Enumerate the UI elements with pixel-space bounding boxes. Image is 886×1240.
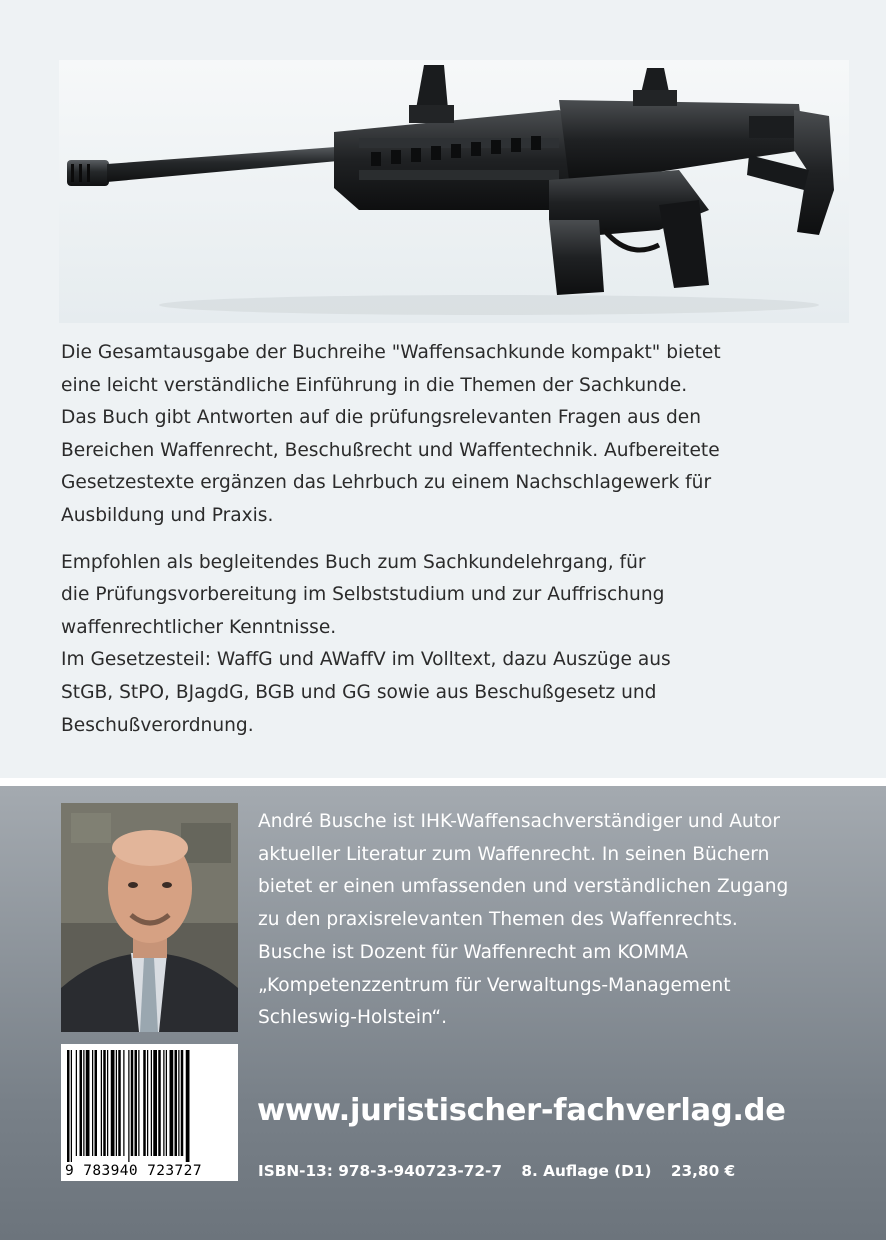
text-line: die Prüfungsvorbereitung im Selbststudium und zur Auffrischung — [61, 584, 665, 606]
text-line: Empfohlen als begleitendes Buch zum Sachkundelehrgang, für — [61, 551, 646, 573]
text-line: Das Buch gibt Antworten auf die prüfungsrelevanten Fragen aus den — [61, 407, 701, 429]
barcode-bar — [83, 1050, 84, 1156]
barcode-bar — [92, 1050, 93, 1156]
isbn-number: ISBN-13: 978-3-940723-72-7 — [258, 1162, 503, 1180]
author-portrait — [61, 803, 238, 1032]
barcode-bar — [181, 1050, 184, 1156]
barcode-digits: 9 783940 723727 — [65, 1163, 202, 1179]
barcode-bar — [131, 1050, 134, 1156]
bio-line: Busche ist Dozent für Waffenrecht am KOMMA — [258, 941, 688, 963]
barcode-bar — [151, 1050, 152, 1156]
text-line: Beschußverordnung. — [61, 714, 254, 736]
barcode-bar — [67, 1050, 70, 1162]
barcode-bar — [80, 1050, 83, 1156]
text-line: Ausbildung und Praxis. — [61, 504, 274, 526]
barcode-bar — [86, 1050, 90, 1156]
barcode-bar — [170, 1050, 174, 1156]
author-bio — [258, 806, 868, 1035]
bio-line: André Busche ist IHK-Waffensachverständiger und Autor — [258, 811, 781, 832]
text-line: StGB, StPO, BJagdG, BGB und GG sowie aus Beschußgesetz und — [61, 681, 657, 703]
barcode-bar — [118, 1050, 121, 1156]
barcode-bar — [147, 1050, 148, 1156]
barcode-bar — [95, 1050, 98, 1156]
barcode-bar — [116, 1050, 117, 1156]
barcode-bar — [175, 1050, 178, 1156]
barcode-bar — [71, 1050, 72, 1162]
description-paragraph-1 — [61, 337, 841, 533]
barcode-bar — [153, 1050, 157, 1156]
barcode-bar — [101, 1050, 102, 1156]
bio-line: „Kompetenzzentrum für Verwaltungs-Management — [258, 974, 731, 996]
barcode-bar — [135, 1050, 138, 1156]
description-paragraph-2 — [61, 547, 841, 743]
barcode-bar — [166, 1050, 167, 1156]
text-line: Bereichen Waffenrecht, Beschußrecht und Waffentechnik. Aufbereitete — [61, 439, 720, 461]
barcode-bar — [128, 1050, 129, 1162]
publisher-url[interactable]: www.juristischer-fachverlag.de — [257, 1093, 786, 1128]
barcode-bar — [163, 1050, 164, 1156]
isbn-barcode — [61, 1044, 238, 1181]
barcode-bar — [123, 1050, 124, 1156]
bio-line: zu den praxisrelevanten Themen des Waffenrechts. — [258, 909, 738, 931]
barcode-bar — [143, 1050, 146, 1156]
bio-line: aktueller Literatur zum Waffenrecht. In seinen Büchern — [258, 843, 770, 865]
text-line: Im Gesetzesteil: WaffG und AWaffV im Volltext, dazu Auszüge aus — [61, 649, 671, 671]
publication-info — [258, 1162, 749, 1186]
barcode-bar — [107, 1050, 108, 1156]
edition-label: 8. Auflage (D1) — [521, 1162, 652, 1180]
barcode-bars — [61, 1044, 238, 1162]
barcode-bar — [103, 1050, 106, 1156]
section-divider — [0, 778, 886, 786]
text-line: waffenrechtlicher Kenntnisse. — [61, 616, 337, 638]
bio-line: Schleswig-Holstein“. — [258, 1007, 448, 1029]
text-line: Die Gesamtausgabe der Buchreihe "Waffensachkunde kompakt" bietet — [61, 342, 721, 363]
rifle-photo — [59, 60, 849, 323]
barcode-bar — [178, 1050, 179, 1156]
barcode-bar — [158, 1050, 161, 1156]
barcode-bar — [111, 1050, 115, 1156]
barcode-bar — [76, 1050, 77, 1156]
text-line: Gesetzestexte ergänzen das Lehrbuch zu einem Nachschlagewerk für — [61, 472, 712, 494]
book-description — [61, 337, 841, 756]
text-line: eine leicht verständliche Einführung in die Themen der Sachkunde. — [61, 374, 688, 396]
price-label: 23,80 € — [670, 1162, 736, 1180]
bio-line: bietet er einen umfassenden und verständlichen Zugang — [258, 876, 789, 898]
barcode-bar — [138, 1050, 139, 1156]
barcode-bar — [186, 1050, 190, 1162]
